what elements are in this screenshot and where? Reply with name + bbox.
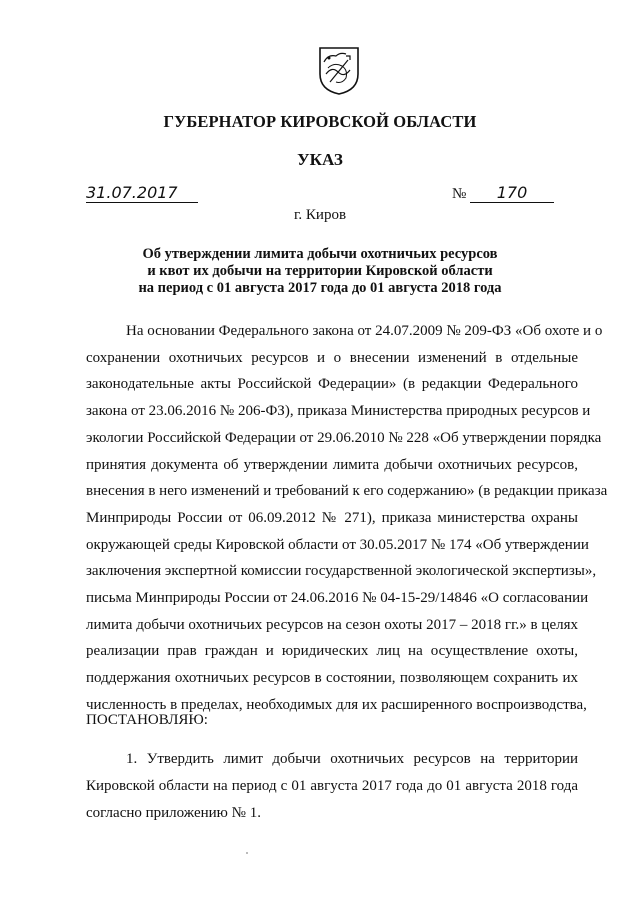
body-line: На основании Федерального закона от 24.07.2009 № 209-ФЗ «Об охоте и о — [126, 323, 603, 339]
body-line: сохранении охотничьих ресурсов и о внесении изменений в отдельные — [86, 349, 578, 366]
body-line: поддержания охотничьих ресурсов в состоянии, позволяющем сохранить их — [86, 670, 578, 687]
title-line: Об утверждении лимита добычи охотничьих ресурсов — [142, 246, 498, 262]
scan-speck — [246, 852, 248, 854]
document-type: УКАЗ — [297, 150, 343, 169]
title-line: и квот их добычи на территории Кировской области — [147, 263, 493, 279]
body-line: численность в пределах, необходимых для их расширенного воспроизводства, — [86, 696, 587, 713]
city: г. Киров — [293, 207, 347, 223]
body-line: заключения экспертной комиссии государственной экологической экспертизы», — [86, 563, 597, 580]
body-line: внесения в него изменений и требований к его содержанию» (в редакции приказа — [86, 483, 608, 500]
preamble-paragraph — [86, 318, 608, 719]
body-line: окружающей среды Кировской области от 30.05.2017 № 174 «Об утверждении — [86, 536, 589, 553]
body-line: лимита добычи охотничьих ресурсов на сезон охоты 2017 – 2018 гг.» в целях — [86, 616, 578, 633]
item-1-paragraph — [86, 746, 578, 827]
document-number: 170 — [470, 184, 554, 203]
body-line: законодательные акты Российской Федерации» (в редакции Федерального — [86, 376, 578, 393]
number-label: № — [452, 186, 467, 202]
body-line: экологии Российской Федерации от 29.06.2010 № 228 «Об утверждении порядка — [86, 429, 602, 446]
resolve-heading: ПОСТАНОВЛЯЮ: — [86, 712, 208, 728]
document-date: 31.07.2017 — [86, 184, 198, 203]
coat-of-arms-emblem — [316, 44, 362, 96]
item-line: согласно приложению № 1. — [86, 805, 261, 821]
document-title — [110, 246, 530, 297]
body-line: закона от 23.06.2016 № 206-ФЗ), приказа Министерства природных ресурсов и — [86, 403, 591, 420]
body-line: реализации прав граждан и юридических лиц на осуществление охоты, — [86, 643, 578, 660]
body-line: письма Минприроды России от 24.06.2016 № 04-15-29/14846 «О согласовании — [86, 590, 589, 607]
item-line: Кировской области на период с 01 августа 2017 года до 01 августа 2018 года — [86, 778, 578, 794]
body-line: Минприроды России от 06.09.2012 № 271), приказа министерства охраны — [86, 509, 578, 526]
body-line: принятия документа об утверждении лимита добычи охотничьих ресурсов, — [86, 456, 578, 473]
item-line: 1. Утвердить лимит добычи охотничьих ресурсов на территории — [126, 751, 578, 767]
authority-heading: ГУБЕРНАТОР КИРОВСКОЙ ОБЛАСТИ — [163, 112, 477, 131]
title-line: на период с 01 августа 2017 года до 01 августа 2018 года — [138, 280, 502, 296]
